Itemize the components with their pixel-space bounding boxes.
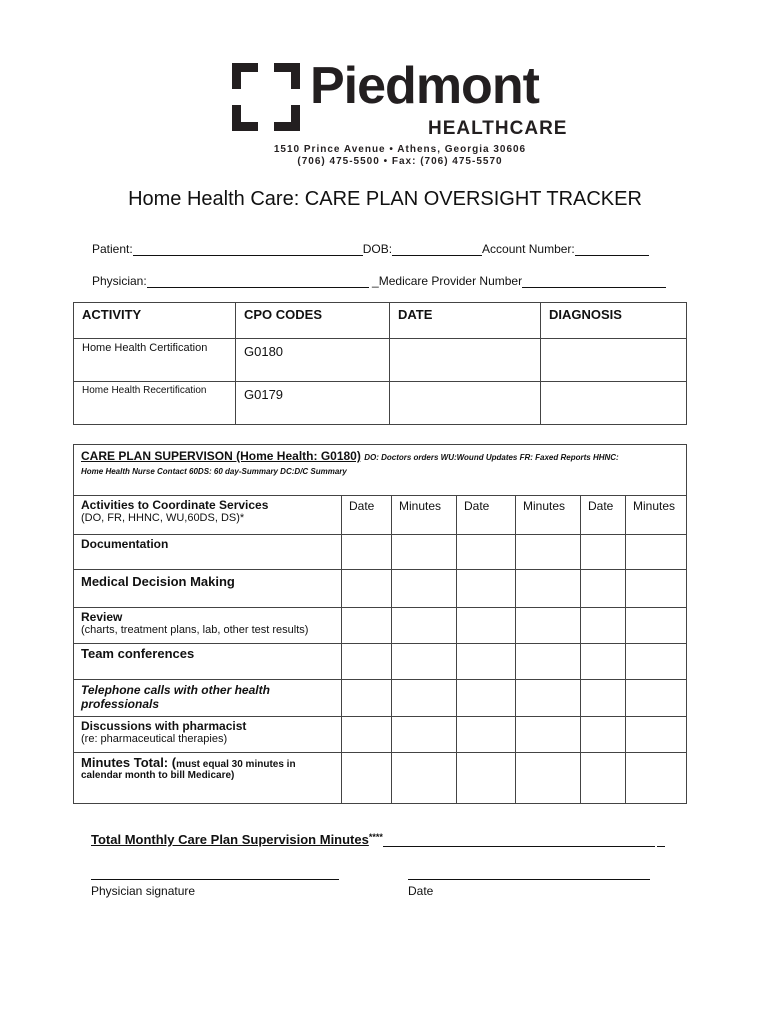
cell[interactable] <box>581 717 626 753</box>
date-cell[interactable] <box>390 382 541 425</box>
cell[interactable] <box>457 680 516 717</box>
cell[interactable] <box>626 535 687 570</box>
piedmont-logo <box>232 57 568 170</box>
cell[interactable] <box>516 753 581 804</box>
col-date-1: Date <box>342 496 392 535</box>
cell[interactable] <box>342 753 392 804</box>
col-diagnosis: DIAGNOSIS <box>541 303 687 339</box>
mdm-row <box>74 570 687 608</box>
cell[interactable] <box>457 717 516 753</box>
dob-label: DOB: <box>362 242 393 256</box>
activity-header-row <box>74 303 687 339</box>
medicare-field[interactable] <box>522 275 666 288</box>
review-sub: (charts, treatment plans, lab, other test results) <box>81 624 309 636</box>
documentation-label: Documentation <box>74 535 342 570</box>
cell[interactable] <box>342 680 392 717</box>
telephone-row <box>74 680 687 717</box>
logo-bracket-icon <box>232 63 300 131</box>
brand-name: Piedmont <box>310 57 539 115</box>
physician-row <box>92 274 672 288</box>
supervision-header-row <box>74 445 687 496</box>
activity-table <box>73 302 687 425</box>
cell[interactable] <box>626 570 687 608</box>
cell[interactable] <box>516 644 581 680</box>
cell[interactable] <box>342 644 392 680</box>
telephone-label: Telephone calls with other health professionals <box>74 680 342 717</box>
code-cell: G0179 <box>236 382 390 425</box>
team-row <box>74 644 687 680</box>
col-date-2: Date <box>457 496 516 535</box>
coordinate-row <box>74 496 687 535</box>
total-monthly-field[interactable] <box>383 833 655 847</box>
total-sub: must equal 30 minutes in <box>176 759 296 770</box>
total-sub2: calendar month to bill Medicare) <box>81 770 235 781</box>
cell[interactable] <box>457 535 516 570</box>
total-label <box>74 753 342 804</box>
cell[interactable] <box>516 570 581 608</box>
address-line2: (706) 475-5500 • Fax: (706) 475-5570 <box>297 156 503 167</box>
date-signature-line[interactable] <box>408 879 650 880</box>
cell[interactable] <box>392 535 457 570</box>
cell[interactable] <box>626 753 687 804</box>
pharmacist-label <box>74 717 342 753</box>
cell[interactable] <box>581 753 626 804</box>
cell[interactable] <box>392 753 457 804</box>
cell[interactable] <box>581 644 626 680</box>
cell[interactable] <box>342 717 392 753</box>
total-row <box>74 753 687 804</box>
cell[interactable] <box>342 608 392 644</box>
total-monthly-tail <box>657 833 665 847</box>
cell[interactable] <box>457 608 516 644</box>
physician-signature-line[interactable] <box>91 879 339 880</box>
cell[interactable] <box>626 644 687 680</box>
total-monthly-row <box>91 832 691 847</box>
date-signature-label: Date <box>408 884 434 898</box>
col-minutes-2: Minutes <box>516 496 581 535</box>
cell[interactable] <box>457 753 516 804</box>
cell[interactable] <box>516 717 581 753</box>
cell[interactable] <box>342 535 392 570</box>
patient-field[interactable] <box>133 243 363 256</box>
col-date-3: Date <box>581 496 626 535</box>
coordinate-title: Activities to Coordinate Services <box>81 498 269 512</box>
supervision-table <box>73 444 687 804</box>
date-cell[interactable] <box>390 339 541 382</box>
coordinate-sub: (DO, FR, HHNC, WU,60DS, DS)* <box>81 512 245 524</box>
cell[interactable] <box>392 717 457 753</box>
physician-label: Physician: <box>92 274 147 288</box>
diagnosis-cell[interactable] <box>541 339 687 382</box>
review-label <box>74 608 342 644</box>
total-monthly-label: Total Monthly Care Plan Supervision Minutes <box>91 832 369 847</box>
cell[interactable] <box>581 535 626 570</box>
code-cell: G0180 <box>236 339 390 382</box>
patient-row <box>92 242 652 256</box>
patient-label: Patient: <box>92 242 133 256</box>
medicare-label: _Medicare Provider Number <box>372 274 523 288</box>
cell[interactable] <box>392 680 457 717</box>
cell[interactable] <box>342 570 392 608</box>
supervision-title: CARE PLAN SUPERVISON (Home Health: G0180) <box>81 449 361 463</box>
diagnosis-cell[interactable] <box>541 382 687 425</box>
cell[interactable] <box>516 535 581 570</box>
cell[interactable] <box>581 570 626 608</box>
pharmacist-title: Discussions with pharmacist <box>81 719 247 733</box>
cell[interactable] <box>392 644 457 680</box>
col-minutes-1: Minutes <box>392 496 457 535</box>
cell[interactable] <box>457 644 516 680</box>
legend-line1: DO: Doctors orders WU:Wound Updates FR: Faxed Reports HHNC: <box>364 453 619 462</box>
total-title: Minutes Total: ( <box>81 755 177 770</box>
pharmacist-row <box>74 717 687 753</box>
activity-cell: Home Health Certification <box>74 339 236 382</box>
col-activity: ACTIVITY <box>74 303 236 339</box>
col-cpo-codes: CPO CODES <box>236 303 390 339</box>
cell[interactable] <box>392 608 457 644</box>
cell[interactable] <box>626 608 687 644</box>
cell[interactable] <box>581 680 626 717</box>
dob-field[interactable] <box>392 243 482 256</box>
total-stars: **** <box>368 832 383 842</box>
legend-line2: Home Health Nurse Contact 60DS: 60 day-Summary DC:D/C Summary <box>81 467 347 476</box>
cell[interactable] <box>581 608 626 644</box>
supervision-header <box>74 445 687 496</box>
table-row <box>74 339 687 382</box>
cell[interactable] <box>457 570 516 608</box>
cell[interactable] <box>392 570 457 608</box>
brand-sub: HEALTHCARE <box>428 118 568 139</box>
address <box>250 144 550 168</box>
cell[interactable] <box>516 608 581 644</box>
table-row <box>74 382 687 425</box>
address-line1: 1510 Prince Avenue • Athens, Georgia 30606 <box>273 144 527 155</box>
physician-signature-label: Physician signature <box>91 884 196 898</box>
cell[interactable] <box>626 680 687 717</box>
col-minutes-3: Minutes <box>626 496 687 535</box>
review-row <box>74 608 687 644</box>
review-title: Review <box>81 610 123 624</box>
account-field[interactable] <box>575 243 649 256</box>
documentation-row <box>74 535 687 570</box>
account-label: Account Number: <box>482 242 575 256</box>
coordinate-label <box>74 496 342 535</box>
cell[interactable] <box>626 717 687 753</box>
col-date: DATE <box>390 303 541 339</box>
team-label: Team conferences <box>74 644 342 680</box>
pharmacist-sub: (re: pharmaceutical therapies) <box>81 733 228 745</box>
physician-field[interactable] <box>147 275 369 288</box>
mdm-label: Medical Decision Making <box>74 570 342 608</box>
activity-cell: Home Health Recertification <box>74 382 236 425</box>
page-title: Home Health Care: CARE PLAN OVERSIGHT TRACKER <box>128 188 642 210</box>
cell[interactable] <box>516 680 581 717</box>
